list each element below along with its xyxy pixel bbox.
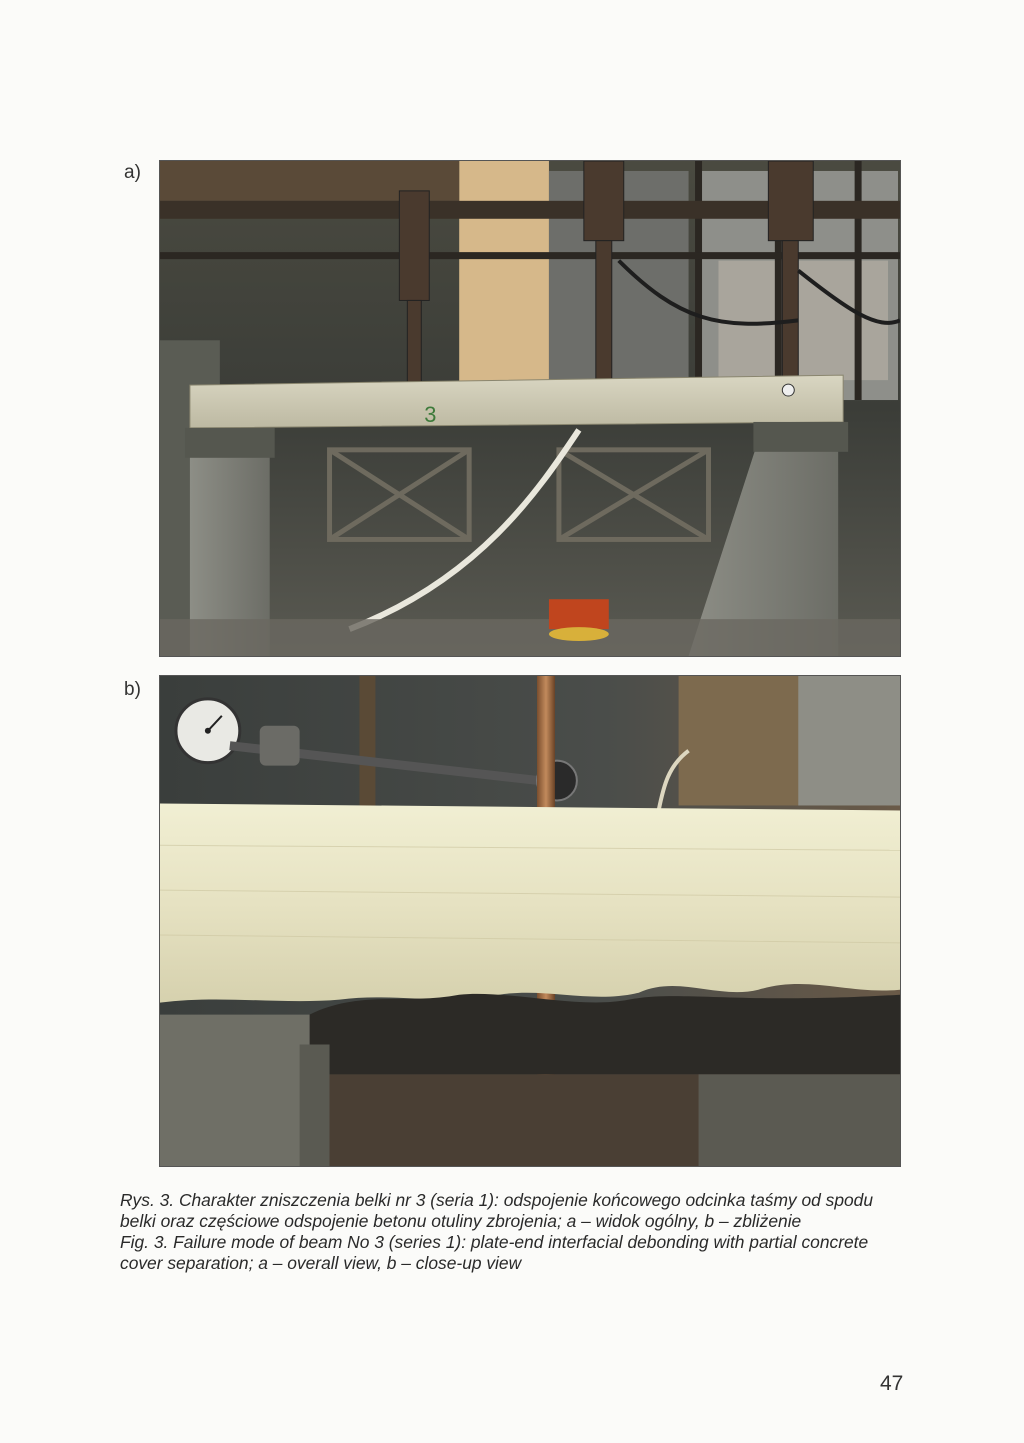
caption-polish: Rys. 3. Charakter zniszczenia belki nr 3 (seria 1): odspojenie końcowego odcinka taśmy od spodu belki oraz częściowe odspojenie betonu otuliny zbrojenia; a – widok ogólny, b – zbliżenie — [120, 1190, 874, 1231]
beam-number-marking: 3 — [424, 401, 437, 427]
photo-close-up-view-drawing — [160, 676, 900, 1166]
panel-b-label: b) — [124, 679, 141, 700]
figure-caption — [120, 1190, 910, 1274]
photo-close-up-view — [159, 675, 901, 1167]
photo-overall-view — [159, 160, 901, 657]
caption-english: Fig. 3. Failure mode of beam No 3 (series 1): plate-end interfacial debonding with partial concrete cover separation; a – overall view, b – close-up view — [120, 1232, 869, 1273]
page-number: 47 — [880, 1372, 904, 1395]
panel-a-label: a) — [124, 162, 141, 183]
photo-overall-view-drawing — [160, 161, 900, 656]
